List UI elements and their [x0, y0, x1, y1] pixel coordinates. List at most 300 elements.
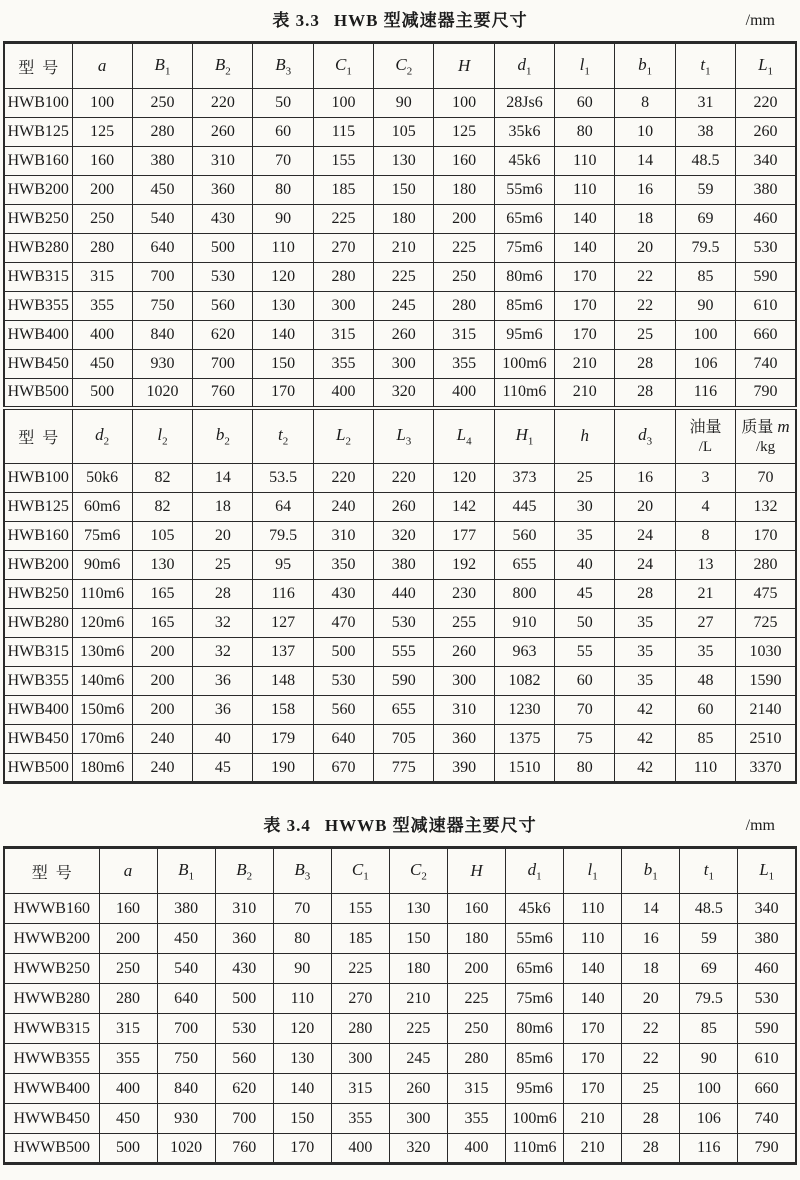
value-cell: 90: [374, 89, 434, 118]
value-cell: 130: [273, 1044, 331, 1074]
value-cell: 225: [389, 1014, 447, 1044]
value-cell: 1510: [494, 754, 554, 783]
table-row: [4, 754, 796, 783]
value-cell: 142: [434, 493, 494, 522]
value-cell: 38: [675, 118, 735, 147]
value-cell: 100m6: [506, 1104, 564, 1134]
model-cell: HWWB280: [4, 984, 99, 1014]
value-cell: 610: [738, 1044, 796, 1074]
value-cell: 740: [738, 1104, 796, 1134]
value-cell: 150: [253, 350, 313, 379]
model-cell: HWB100: [4, 89, 72, 118]
value-cell: 106: [680, 1104, 738, 1134]
value-cell: 225: [374, 263, 434, 292]
column-header: $b_2$: [193, 408, 253, 464]
value-cell: 25: [622, 1074, 680, 1104]
value-cell: 450: [99, 1104, 157, 1134]
value-cell: 110m6: [494, 379, 554, 408]
column-header: $H_1$: [494, 408, 554, 464]
value-cell: 1030: [736, 638, 796, 667]
value-cell: 130: [374, 147, 434, 176]
column-header: $B_1$: [157, 848, 215, 894]
value-cell: 700: [157, 1014, 215, 1044]
table-3-3-title: HWB 型减速器主要尺寸: [333, 11, 528, 30]
table-row: [4, 321, 796, 350]
value-cell: 60: [555, 667, 615, 696]
value-cell: 310: [193, 147, 253, 176]
table-3-3-unit-label: /mm: [745, 12, 775, 29]
value-cell: 35: [615, 609, 675, 638]
column-header: $B_3$: [253, 43, 313, 89]
value-cell: 16: [622, 924, 680, 954]
value-cell: 100m6: [494, 350, 554, 379]
model-cell: HWB100: [4, 464, 72, 493]
value-cell: 50: [555, 609, 615, 638]
value-cell: 963: [494, 638, 554, 667]
value-cell: 82: [132, 493, 192, 522]
table-row: [4, 234, 796, 263]
value-cell: 22: [615, 292, 675, 321]
value-cell: 192: [434, 551, 494, 580]
column-header: $d_3$: [615, 408, 675, 464]
value-cell: 120: [434, 464, 494, 493]
table-row: [4, 1104, 796, 1134]
model-cell: HWB500: [4, 379, 72, 408]
value-cell: 75m6: [506, 984, 564, 1014]
value-cell: 300: [374, 350, 434, 379]
column-header: $C_2$: [374, 43, 434, 89]
value-cell: 640: [313, 725, 373, 754]
column-header: $l_1$: [564, 848, 622, 894]
value-cell: 65m6: [494, 205, 554, 234]
value-cell: 530: [313, 667, 373, 696]
value-cell: 132: [736, 493, 796, 522]
value-cell: 80: [555, 754, 615, 783]
column-header: $C_2$: [389, 848, 447, 894]
model-cell: HWB160: [4, 147, 72, 176]
model-cell: HWB160: [4, 522, 72, 551]
value-cell: 340: [738, 894, 796, 924]
value-cell: 140: [253, 321, 313, 350]
value-cell: 705: [374, 725, 434, 754]
value-cell: 160: [447, 894, 505, 924]
table-row: [4, 263, 796, 292]
value-cell: 170: [555, 321, 615, 350]
column-header: $L_4$: [434, 408, 494, 464]
value-cell: 390: [434, 754, 494, 783]
value-cell: 20: [615, 234, 675, 263]
value-cell: 137: [253, 638, 313, 667]
value-cell: 790: [738, 1134, 796, 1164]
value-cell: 116: [680, 1134, 738, 1164]
table-3-4-block: [3, 814, 797, 1165]
value-cell: 250: [72, 205, 132, 234]
value-cell: 220: [736, 89, 796, 118]
value-cell: 360: [193, 176, 253, 205]
value-cell: 800: [494, 580, 554, 609]
value-cell: 555: [374, 638, 434, 667]
value-cell: 50k6: [72, 464, 132, 493]
value-cell: 21: [675, 580, 735, 609]
value-cell: 200: [72, 176, 132, 205]
value-cell: 790: [736, 379, 796, 408]
value-cell: 28: [193, 580, 253, 609]
column-header: H: [434, 43, 494, 89]
column-header: $B_3$: [273, 848, 331, 894]
value-cell: 45: [193, 754, 253, 783]
value-cell: 35k6: [494, 118, 554, 147]
value-cell: 560: [215, 1044, 273, 1074]
value-cell: 105: [374, 118, 434, 147]
model-cell: HWWB500: [4, 1134, 99, 1164]
model-cell: HWB125: [4, 493, 72, 522]
value-cell: 165: [132, 609, 192, 638]
value-cell: 120: [253, 263, 313, 292]
value-cell: 560: [193, 292, 253, 321]
column-header: $L_3$: [374, 408, 434, 464]
column-header: $d_2$: [72, 408, 132, 464]
value-cell: 170: [253, 379, 313, 408]
value-cell: 105: [132, 522, 192, 551]
column-header: $b_1$: [615, 43, 675, 89]
value-cell: 140: [564, 954, 622, 984]
value-cell: 280: [434, 292, 494, 321]
value-cell: 250: [132, 89, 192, 118]
value-cell: 45k6: [506, 894, 564, 924]
value-cell: 315: [313, 321, 373, 350]
value-cell: 1020: [132, 379, 192, 408]
value-cell: 460: [738, 954, 796, 984]
column-header: $L_1$: [736, 43, 796, 89]
value-cell: 28: [615, 580, 675, 609]
model-cell: HWB125: [4, 118, 72, 147]
value-cell: 260: [374, 321, 434, 350]
value-cell: 260: [193, 118, 253, 147]
value-cell: 48: [675, 667, 735, 696]
value-cell: 45: [555, 580, 615, 609]
value-cell: 36: [193, 696, 253, 725]
value-cell: 90: [680, 1044, 738, 1074]
value-cell: 90m6: [72, 551, 132, 580]
value-cell: 42: [615, 754, 675, 783]
table-row: [4, 464, 796, 493]
value-cell: 155: [313, 147, 373, 176]
column-header: h: [555, 408, 615, 464]
table-row: [4, 292, 796, 321]
header-row: [4, 43, 796, 89]
value-cell: 80: [555, 118, 615, 147]
value-cell: 240: [313, 493, 373, 522]
value-cell: 60: [675, 696, 735, 725]
value-cell: 200: [132, 696, 192, 725]
value-cell: 930: [157, 1104, 215, 1134]
column-header: H: [447, 848, 505, 894]
value-cell: 160: [72, 147, 132, 176]
value-cell: 70: [273, 894, 331, 924]
value-cell: 315: [72, 263, 132, 292]
value-cell: 80m6: [494, 263, 554, 292]
value-cell: 95m6: [494, 321, 554, 350]
value-cell: 110: [273, 984, 331, 1014]
value-cell: 760: [193, 379, 253, 408]
value-cell: 127: [253, 609, 313, 638]
value-cell: 85m6: [494, 292, 554, 321]
value-cell: 22: [615, 263, 675, 292]
column-header: $l_2$: [132, 408, 192, 464]
value-cell: 150m6: [72, 696, 132, 725]
value-cell: 380: [738, 924, 796, 954]
table-row: [4, 954, 796, 984]
value-cell: 150: [389, 924, 447, 954]
value-cell: 31: [675, 89, 735, 118]
value-cell: 530: [374, 609, 434, 638]
column-header: 型 号: [4, 43, 72, 89]
table-row: [4, 894, 796, 924]
value-cell: 280: [313, 263, 373, 292]
hwwb-dimensions-table: [3, 846, 797, 1165]
table-row: [4, 638, 796, 667]
value-cell: 590: [738, 1014, 796, 1044]
model-cell: HWB280: [4, 609, 72, 638]
value-cell: 3370: [736, 754, 796, 783]
model-cell: HWB315: [4, 638, 72, 667]
value-cell: 450: [72, 350, 132, 379]
value-cell: 60: [253, 118, 313, 147]
value-cell: 18: [622, 954, 680, 984]
value-cell: 750: [157, 1044, 215, 1074]
column-header: 型 号: [4, 408, 72, 464]
column-header: $d_1$: [506, 848, 564, 894]
column-header: $L_2$: [313, 408, 373, 464]
value-cell: 120m6: [72, 609, 132, 638]
value-cell: 28: [622, 1104, 680, 1134]
value-cell: 280: [72, 234, 132, 263]
value-cell: 35: [615, 638, 675, 667]
value-cell: 40: [193, 725, 253, 754]
value-cell: 170: [555, 263, 615, 292]
value-cell: 59: [675, 176, 735, 205]
value-cell: 8: [675, 522, 735, 551]
value-cell: 140: [555, 234, 615, 263]
table-row: [4, 118, 796, 147]
value-cell: 655: [374, 696, 434, 725]
value-cell: 220: [193, 89, 253, 118]
value-cell: 4: [675, 493, 735, 522]
value-cell: 100: [675, 321, 735, 350]
value-cell: 310: [215, 894, 273, 924]
value-cell: 22: [622, 1014, 680, 1044]
value-cell: 210: [374, 234, 434, 263]
table-3-4-title: HWWB 型减速器主要尺寸: [324, 816, 537, 835]
value-cell: 530: [215, 1014, 273, 1044]
value-cell: 170: [273, 1134, 331, 1164]
value-cell: 140: [564, 984, 622, 1014]
value-cell: 70: [736, 464, 796, 493]
value-cell: 70: [555, 696, 615, 725]
value-cell: 355: [331, 1104, 389, 1134]
value-cell: 320: [389, 1134, 447, 1164]
value-cell: 80: [273, 924, 331, 954]
table-row: [4, 924, 796, 954]
value-cell: 225: [447, 984, 505, 1014]
model-cell: HWWB160: [4, 894, 99, 924]
value-cell: 53.5: [253, 464, 313, 493]
value-cell: 530: [193, 263, 253, 292]
value-cell: 55: [555, 638, 615, 667]
value-cell: 18: [193, 493, 253, 522]
value-cell: 280: [132, 118, 192, 147]
value-cell: 177: [434, 522, 494, 551]
value-cell: 260: [736, 118, 796, 147]
value-cell: 100: [72, 89, 132, 118]
table-row: [4, 350, 796, 379]
model-cell: HWB200: [4, 176, 72, 205]
value-cell: 260: [374, 493, 434, 522]
value-cell: 775: [374, 754, 434, 783]
value-cell: 315: [331, 1074, 389, 1104]
value-cell: 55m6: [494, 176, 554, 205]
value-cell: 200: [447, 954, 505, 984]
value-cell: 1375: [494, 725, 554, 754]
value-cell: 180: [374, 205, 434, 234]
value-cell: 355: [72, 292, 132, 321]
value-cell: 170: [555, 292, 615, 321]
value-cell: 200: [434, 205, 494, 234]
value-cell: 240: [132, 754, 192, 783]
value-cell: 620: [193, 321, 253, 350]
value-cell: 110: [555, 147, 615, 176]
value-cell: 750: [132, 292, 192, 321]
value-cell: 8: [615, 89, 675, 118]
value-cell: 75: [555, 725, 615, 754]
value-cell: 400: [72, 321, 132, 350]
value-cell: 245: [374, 292, 434, 321]
value-cell: 1230: [494, 696, 554, 725]
value-cell: 158: [253, 696, 313, 725]
value-cell: 110: [555, 176, 615, 205]
value-cell: 315: [434, 321, 494, 350]
value-cell: 210: [564, 1104, 622, 1134]
value-cell: 540: [132, 205, 192, 234]
value-cell: 530: [738, 984, 796, 1014]
column-header: $L_1$: [738, 848, 796, 894]
value-cell: 210: [564, 1134, 622, 1164]
value-cell: 116: [675, 379, 735, 408]
value-cell: 36: [193, 667, 253, 696]
value-cell: 930: [132, 350, 192, 379]
table-row: [4, 379, 796, 408]
model-cell: HWB355: [4, 667, 72, 696]
table-row: [4, 1134, 796, 1164]
value-cell: 460: [736, 205, 796, 234]
value-cell: 700: [132, 263, 192, 292]
value-cell: 400: [447, 1134, 505, 1164]
value-cell: 640: [132, 234, 192, 263]
value-cell: 445: [494, 493, 554, 522]
value-cell: 42: [615, 696, 675, 725]
model-cell: HWB450: [4, 350, 72, 379]
value-cell: 35: [615, 667, 675, 696]
table-row: [4, 147, 796, 176]
value-cell: 155: [331, 894, 389, 924]
value-cell: 110: [564, 894, 622, 924]
value-cell: 225: [331, 954, 389, 984]
value-cell: 140: [273, 1074, 331, 1104]
value-cell: 475: [736, 580, 796, 609]
value-cell: 95m6: [506, 1074, 564, 1104]
value-cell: 120: [273, 1014, 331, 1044]
value-cell: 25: [615, 321, 675, 350]
table-3-4-label: 表 3.4: [263, 816, 311, 835]
value-cell: 130: [132, 551, 192, 580]
table-row: [4, 609, 796, 638]
value-cell: 430: [313, 580, 373, 609]
value-cell: 655: [494, 551, 554, 580]
value-cell: 90: [273, 954, 331, 984]
model-cell: HWWB250: [4, 954, 99, 984]
value-cell: 25: [555, 464, 615, 493]
table-3-3-block: [3, 9, 797, 784]
value-cell: 64: [253, 493, 313, 522]
value-cell: 165: [132, 580, 192, 609]
value-cell: 116: [253, 580, 313, 609]
value-cell: 400: [99, 1074, 157, 1104]
header-row: [4, 848, 796, 894]
model-cell: HWB400: [4, 696, 72, 725]
value-cell: 300: [389, 1104, 447, 1134]
table-row: [4, 580, 796, 609]
value-cell: 280: [99, 984, 157, 1014]
value-cell: 140: [555, 205, 615, 234]
value-cell: 380: [374, 551, 434, 580]
value-cell: 373: [494, 464, 554, 493]
value-cell: 185: [313, 176, 373, 205]
value-cell: 14: [193, 464, 253, 493]
value-cell: 27: [675, 609, 735, 638]
value-cell: 360: [434, 725, 494, 754]
value-cell: 700: [215, 1104, 273, 1134]
value-cell: 85: [675, 263, 735, 292]
table-row: [4, 551, 796, 580]
value-cell: 360: [215, 924, 273, 954]
value-cell: 400: [313, 379, 373, 408]
value-cell: 230: [434, 580, 494, 609]
model-cell: HWWB400: [4, 1074, 99, 1104]
value-cell: 590: [374, 667, 434, 696]
value-cell: 14: [615, 147, 675, 176]
value-cell: 28: [615, 350, 675, 379]
value-cell: 500: [99, 1134, 157, 1164]
value-cell: 450: [132, 176, 192, 205]
value-cell: 280: [736, 551, 796, 580]
value-cell: 340: [736, 147, 796, 176]
value-cell: 110m6: [506, 1134, 564, 1164]
value-cell: 310: [313, 522, 373, 551]
value-cell: 150: [374, 176, 434, 205]
value-cell: 640: [157, 984, 215, 1014]
scanned-page: [0, 9, 800, 1180]
value-cell: 100: [434, 89, 494, 118]
value-cell: 20: [622, 984, 680, 1014]
value-cell: 85: [675, 725, 735, 754]
value-cell: 3: [675, 464, 735, 493]
value-cell: 85: [680, 1014, 738, 1044]
value-cell: 95: [253, 551, 313, 580]
value-cell: 740: [736, 350, 796, 379]
value-cell: 20: [615, 493, 675, 522]
value-cell: 185: [331, 924, 389, 954]
column-header: a: [72, 43, 132, 89]
